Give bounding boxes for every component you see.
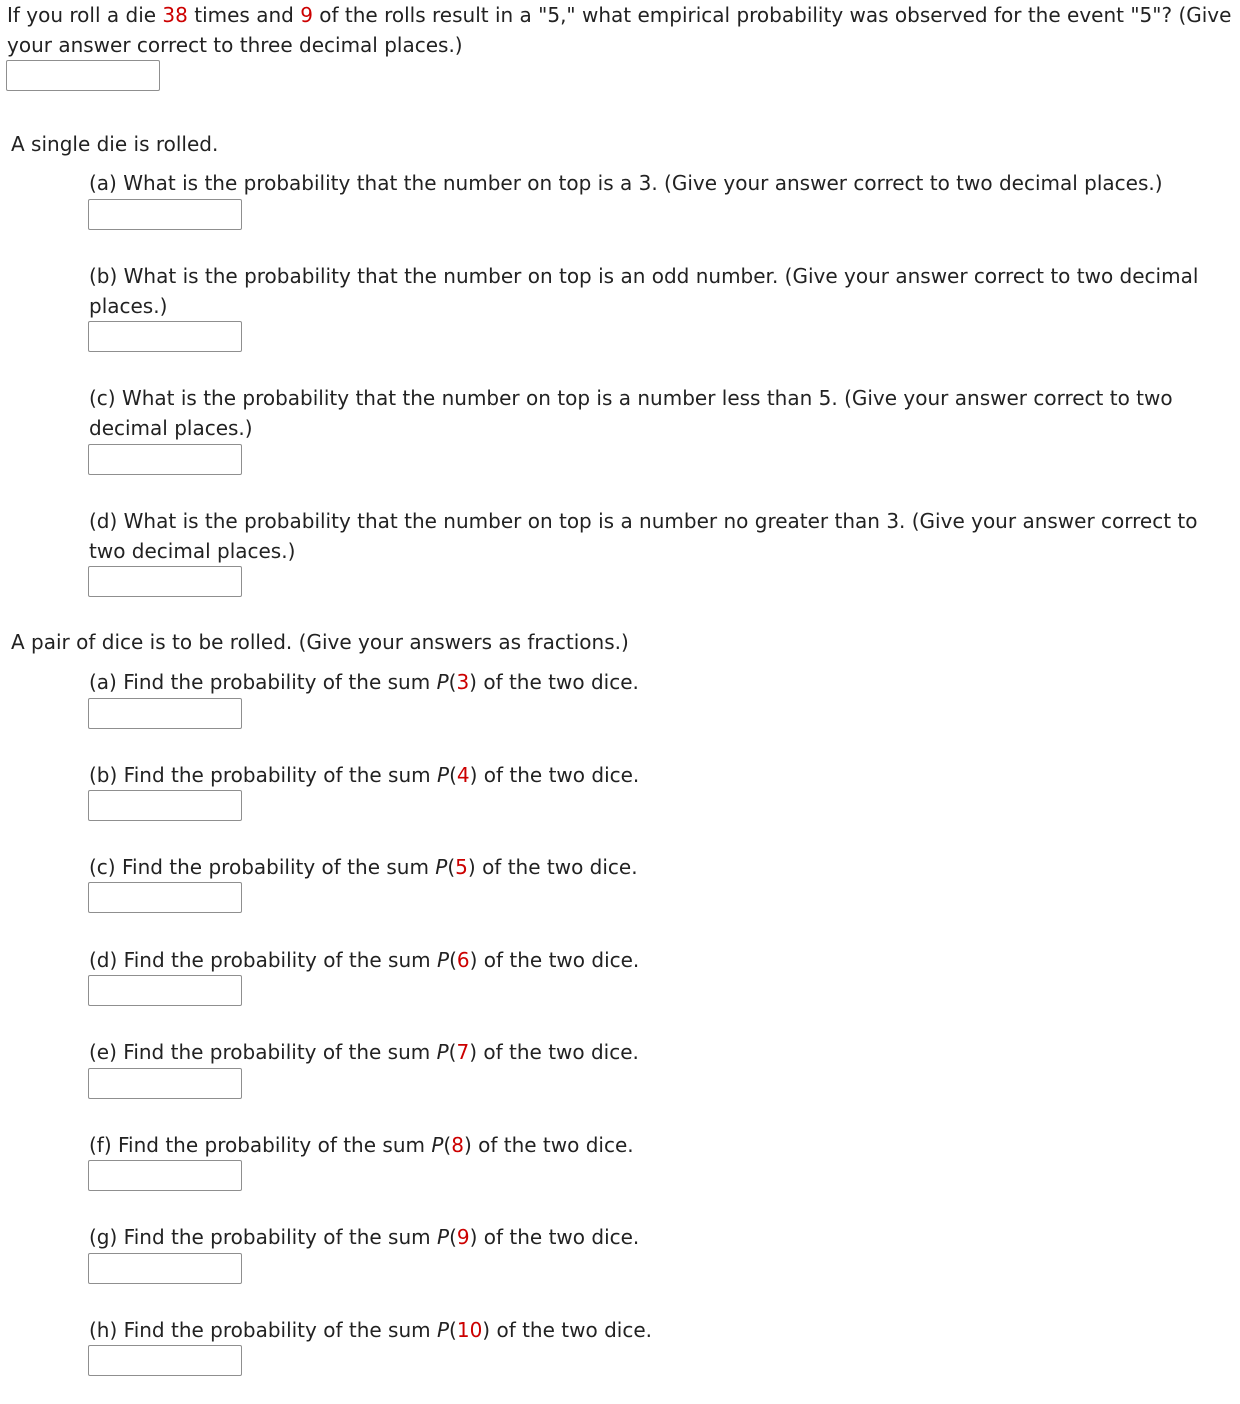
sum-value: 5 [455, 855, 468, 879]
sum-value: 4 [456, 763, 470, 787]
pair-dice-question-d: (d) Find the probability of the sum P(6) of the two dice. [89, 948, 640, 972]
fives-count: 9 [300, 3, 313, 27]
single-die-answer-b[interactable] [88, 321, 242, 352]
single-die-intro: A single die is rolled. [11, 132, 219, 156]
pair-dice-answer-e[interactable] [88, 1068, 242, 1099]
pair-dice-answer-d[interactable] [88, 975, 242, 1006]
pair-dice-answer-a[interactable] [88, 698, 242, 729]
single-die-question-c: (c) What is the probability that the number on top is a number less than 5. (Give your answer correct to two decimal places.) [89, 386, 1173, 440]
rolls-count: 38 [162, 3, 188, 27]
single-die-answer-c[interactable] [88, 444, 242, 475]
pair-dice-question-e: (e) Find the probability of the sum P(7) of the two dice. [89, 1040, 639, 1064]
single-die-question-b: (b) What is the probability that the number on top is an odd number. (Give your answer correct to two decimal places.) [89, 264, 1199, 318]
sum-value: 9 [456, 1225, 470, 1249]
pair-dice-question-a: (a) Find the probability of the sum P(3) of the two dice. [89, 670, 639, 694]
pair-dice-question-f: (f) Find the probability of the sum P(8) of the two dice. [89, 1133, 634, 1157]
pair-dice-answer-c[interactable] [88, 882, 242, 913]
empirical-answer-input[interactable] [6, 60, 160, 91]
pair-dice-question-h: (h) Find the probability of the sum P(10) of the two dice. [89, 1318, 652, 1342]
sum-value: 7 [456, 1040, 470, 1064]
pair-dice-answer-h[interactable] [88, 1345, 242, 1376]
pair-dice-answer-f[interactable] [88, 1160, 242, 1191]
single-die-question-a: (a) What is the probability that the number on top is a 3. (Give your answer correct to two decimal places.) [89, 171, 1163, 195]
pair-dice-answer-b[interactable] [88, 790, 242, 821]
sum-value: 10 [456, 1318, 483, 1342]
question-empirical: If you roll a die 38 times and 9 of the rolls result in a "5," what empirical probability was observed for the event "5"? (Give your answer correct to three decimal places.) [7, 3, 1232, 57]
single-die-answer-d[interactable] [88, 566, 242, 597]
single-die-question-d: (d) What is the probability that the number on top is a number no greater than 3. (Give your answer correct to two decimal places.) [89, 509, 1198, 563]
single-die-answer-a[interactable] [88, 199, 242, 230]
pair-dice-answer-g[interactable] [88, 1253, 242, 1284]
pair-dice-question-c: (c) Find the probability of the sum P(5) of the two dice. [89, 855, 638, 879]
pair-dice-intro: A pair of dice is to be rolled. (Give your answers as fractions.) [11, 630, 629, 654]
pair-dice-question-g: (g) Find the probability of the sum P(9) of the two dice. [89, 1225, 640, 1249]
pair-dice-question-b: (b) Find the probability of the sum P(4) of the two dice. [89, 763, 640, 787]
sum-value: 3 [456, 670, 470, 694]
sum-value: 8 [451, 1133, 464, 1157]
sum-value: 6 [456, 948, 470, 972]
